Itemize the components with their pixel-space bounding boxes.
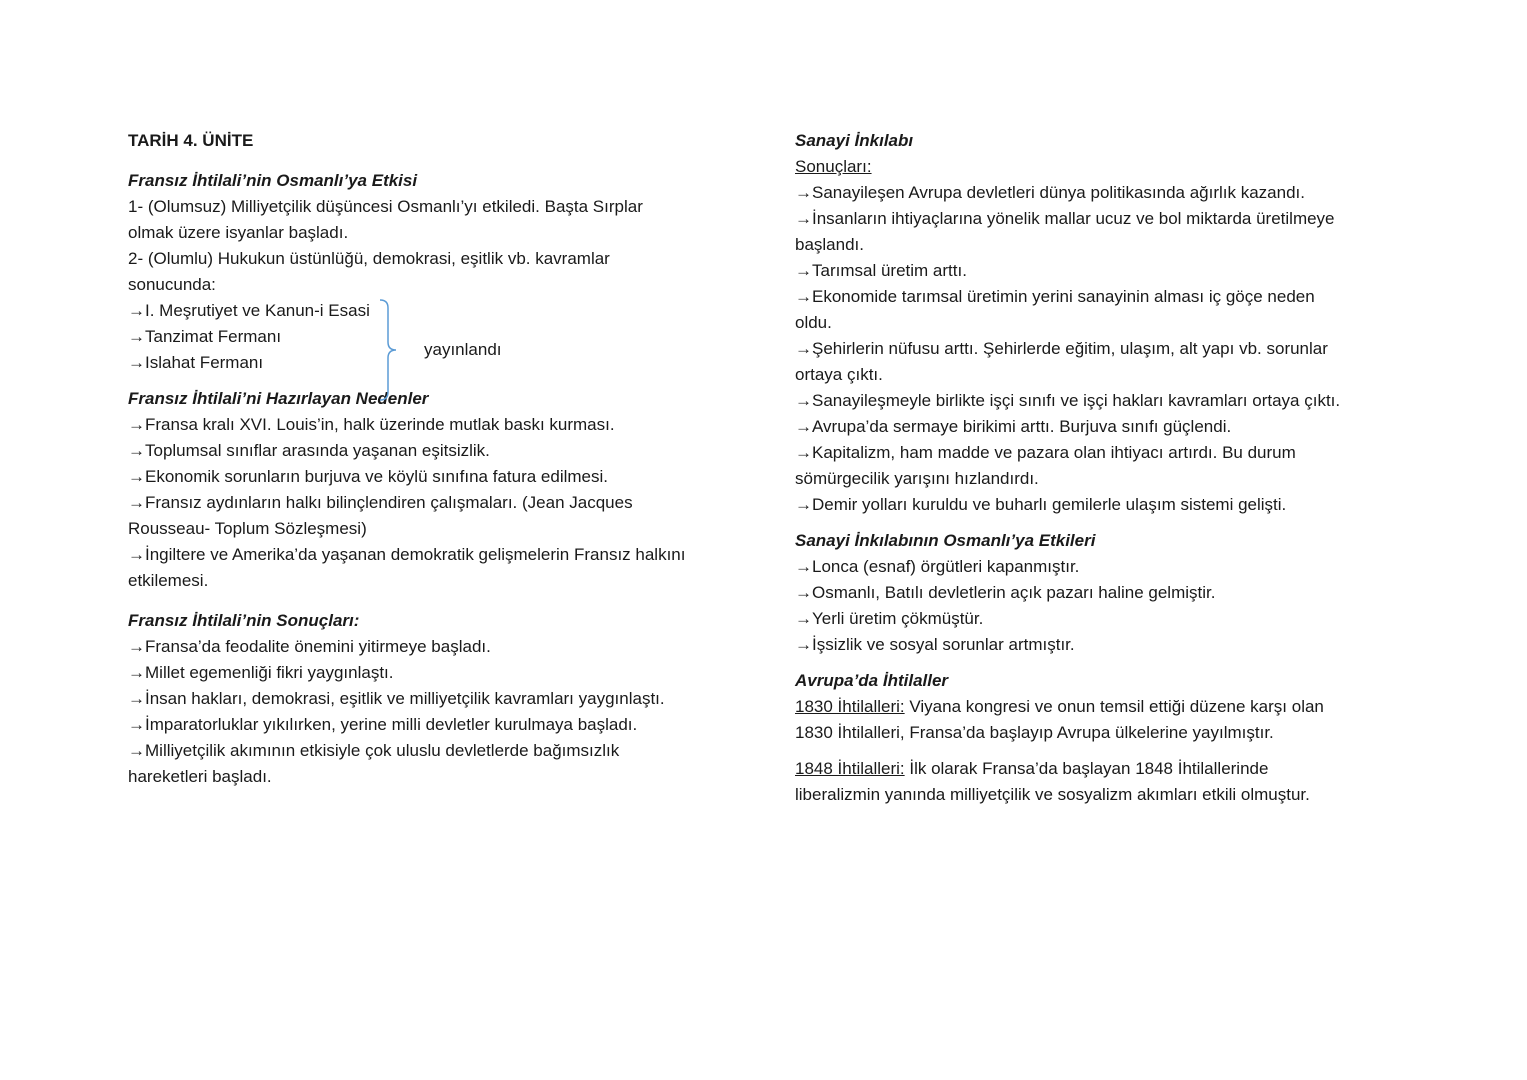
arrow-icon: → [795, 583, 812, 602]
arrow-icon: → [795, 609, 812, 628]
paragraph-line: hareketleri başladı. [128, 767, 272, 786]
list-item: →Lonca (esnaf) örgütleri kapanmıştır. [795, 557, 1080, 576]
list-item: →Sanayileşen Avrupa devletleri dünya politikasında ağırlık kazandı. [795, 183, 1305, 202]
arrow-icon: → [128, 415, 145, 434]
term-label: 1830 İhtilalleri: [795, 697, 905, 716]
curly-brace-icon [378, 298, 400, 402]
paragraph-line: 1830 İhtilalleri: Viyana kongresi ve onun temsil ettiği düzene karşı olan [795, 697, 1324, 716]
section-heading: Fransız İhtilali’ni Hazırlayan Nedenler [128, 389, 429, 408]
list-item: →Avrupa’da sermaye birikimi arttı. Burjuva sınıfı güçlendi. [795, 417, 1232, 436]
arrow-icon: → [128, 467, 145, 486]
arrow-icon: → [795, 209, 812, 228]
list-item: →Milliyetçilik akımının etkisiyle çok uluslu devletlerde bağımsızlık [128, 741, 620, 760]
arrow-icon: → [795, 339, 812, 358]
list-item: →Yerli üretim çökmüştür. [795, 609, 984, 628]
arrow-icon: → [128, 493, 145, 512]
arrow-icon: → [128, 637, 145, 656]
paragraph-line: 1848 İhtilalleri: İlk olarak Fransa’da başlayan 1848 İhtilallerinde [795, 759, 1269, 778]
brace-label: yayınlandı [424, 340, 502, 359]
list-item: →Ekonomik sorunların burjuva ve köylü sınıfına fatura edilmesi. [128, 467, 609, 486]
right-column [795, 128, 1395, 808]
bracket-list [128, 298, 738, 376]
arrow-icon: → [128, 441, 145, 460]
paragraph-line: başlandı. [795, 235, 864, 254]
paragraph-line: 1- (Olumsuz) Milliyetçilik düşüncesi Osmanlı’yı etkiledi. Başta Sırplar [128, 197, 643, 216]
left-column [128, 128, 738, 790]
paragraph-line: 2- (Olumlu) Hukukun üstünlüğü, demokrasi, eşitlik vb. kavramlar [128, 249, 610, 268]
list-item: →Fransa kralı XVI. Louis’in, halk üzerinde mutlak baskı kurması. [128, 415, 615, 434]
arrow-icon: → [128, 663, 145, 682]
paragraph-line: etkilemesi. [128, 571, 209, 590]
list-item: →Tarımsal üretim arttı. [795, 261, 967, 280]
section-heading: Fransız İhtilali’nin Sonuçları: [128, 611, 360, 630]
arrow-icon: → [128, 741, 145, 760]
arrow-icon: → [795, 417, 812, 436]
paragraph-line: sonucunda: [128, 275, 216, 294]
arrow-icon: → [128, 715, 145, 734]
term-label: 1848 İhtilalleri: [795, 759, 905, 778]
list-item: →Kapitalizm, ham madde ve pazara olan ihtiyacı artırdı. Bu durum [795, 443, 1296, 462]
paragraph-line: oldu. [795, 313, 832, 332]
arrow-icon: → [128, 689, 145, 708]
list-item: →İngiltere ve Amerika’da yaşanan demokratik gelişmelerin Fransız halkını [128, 545, 686, 564]
arrow-icon: → [795, 391, 812, 410]
list-item: →Fransa’da feodalite önemini yitirmeye başladı. [128, 637, 491, 656]
paragraph-line: olmak üzere isyanlar başladı. [128, 223, 349, 242]
arrow-icon: → [128, 545, 145, 564]
arrow-icon: → [795, 443, 812, 462]
arrow-icon: → [795, 287, 812, 306]
subheading: Sonuçları: [795, 157, 872, 176]
arrow-icon: → [128, 327, 145, 346]
list-item: →Fransız aydınların halkı bilinçlendiren çalışmaları. (Jean Jacques [128, 493, 633, 512]
list-item: →İşsizlik ve sosyal sorunlar artmıştır. [795, 635, 1075, 654]
list-item: →Sanayileşmeyle birlikte işçi sınıfı ve işçi hakları kavramları ortaya çıktı. [795, 391, 1341, 410]
arrow-icon: → [128, 353, 145, 372]
list-item: →Şehirlerin nüfusu arttı. Şehirlerde eğitim, ulaşım, alt yapı vb. sorunlar [795, 339, 1328, 358]
list-item: →Osmanlı, Batılı devletlerin açık pazarı haline gelmiştir. [795, 583, 1216, 602]
section-heading: Sanayi İnkılabı [795, 131, 914, 150]
list-item: →Ekonomide tarımsal üretimin yerini sanayinin alması iç göçe neden [795, 287, 1315, 306]
list-item: →Tanzimat Fermanı [128, 327, 282, 346]
arrow-icon: → [128, 301, 145, 320]
list-item: →Islahat Fermanı [128, 353, 264, 372]
list-item: →İnsanların ihtiyaçlarına yönelik mallar ucuz ve bol miktarda üretilmeye [795, 209, 1335, 228]
arrow-icon: → [795, 635, 812, 654]
section-heading: Sanayi İnkılabının Osmanlı’ya Etkileri [795, 531, 1096, 550]
paragraph-line: ortaya çıktı. [795, 365, 883, 384]
list-item: →I. Meşrutiyet ve Kanun-i Esasi [128, 301, 370, 320]
page-title: TARİH 4. ÜNİTE [128, 131, 254, 150]
paragraph-line: 1830 İhtilalleri, Fransa’da başlayıp Avrupa ülkelerine yayılmıştır. [795, 723, 1274, 742]
list-item: →İnsan hakları, demokrasi, eşitlik ve milliyetçilik kavramları yaygınlaştı. [128, 689, 665, 708]
arrow-icon: → [795, 183, 812, 202]
arrow-icon: → [795, 557, 812, 576]
section-heading: Fransız İhtilali’nin Osmanlı’ya Etkisi [128, 171, 418, 190]
arrow-icon: → [795, 495, 812, 514]
list-item: →Millet egemenliği fikri yaygınlaştı. [128, 663, 394, 682]
paragraph-line: sömürgecilik yarışını hızlandırdı. [795, 469, 1039, 488]
arrow-icon: → [795, 261, 812, 280]
paragraph-line: liberalizmin yanında milliyetçilik ve sosyalizm akımları etkili olmuştur. [795, 785, 1310, 804]
paragraph-line: Rousseau- Toplum Sözleşmesi) [128, 519, 367, 538]
list-item: →Demir yolları kuruldu ve buharlı gemilerle ulaşım sistemi gelişti. [795, 495, 1287, 514]
list-item: →İmparatorluklar yıkılırken, yerine milli devletler kurulmaya başladı. [128, 715, 638, 734]
section-heading: Avrupa’da İhtilaller [795, 671, 949, 690]
list-item: →Toplumsal sınıflar arasında yaşanan eşitsizlik. [128, 441, 490, 460]
